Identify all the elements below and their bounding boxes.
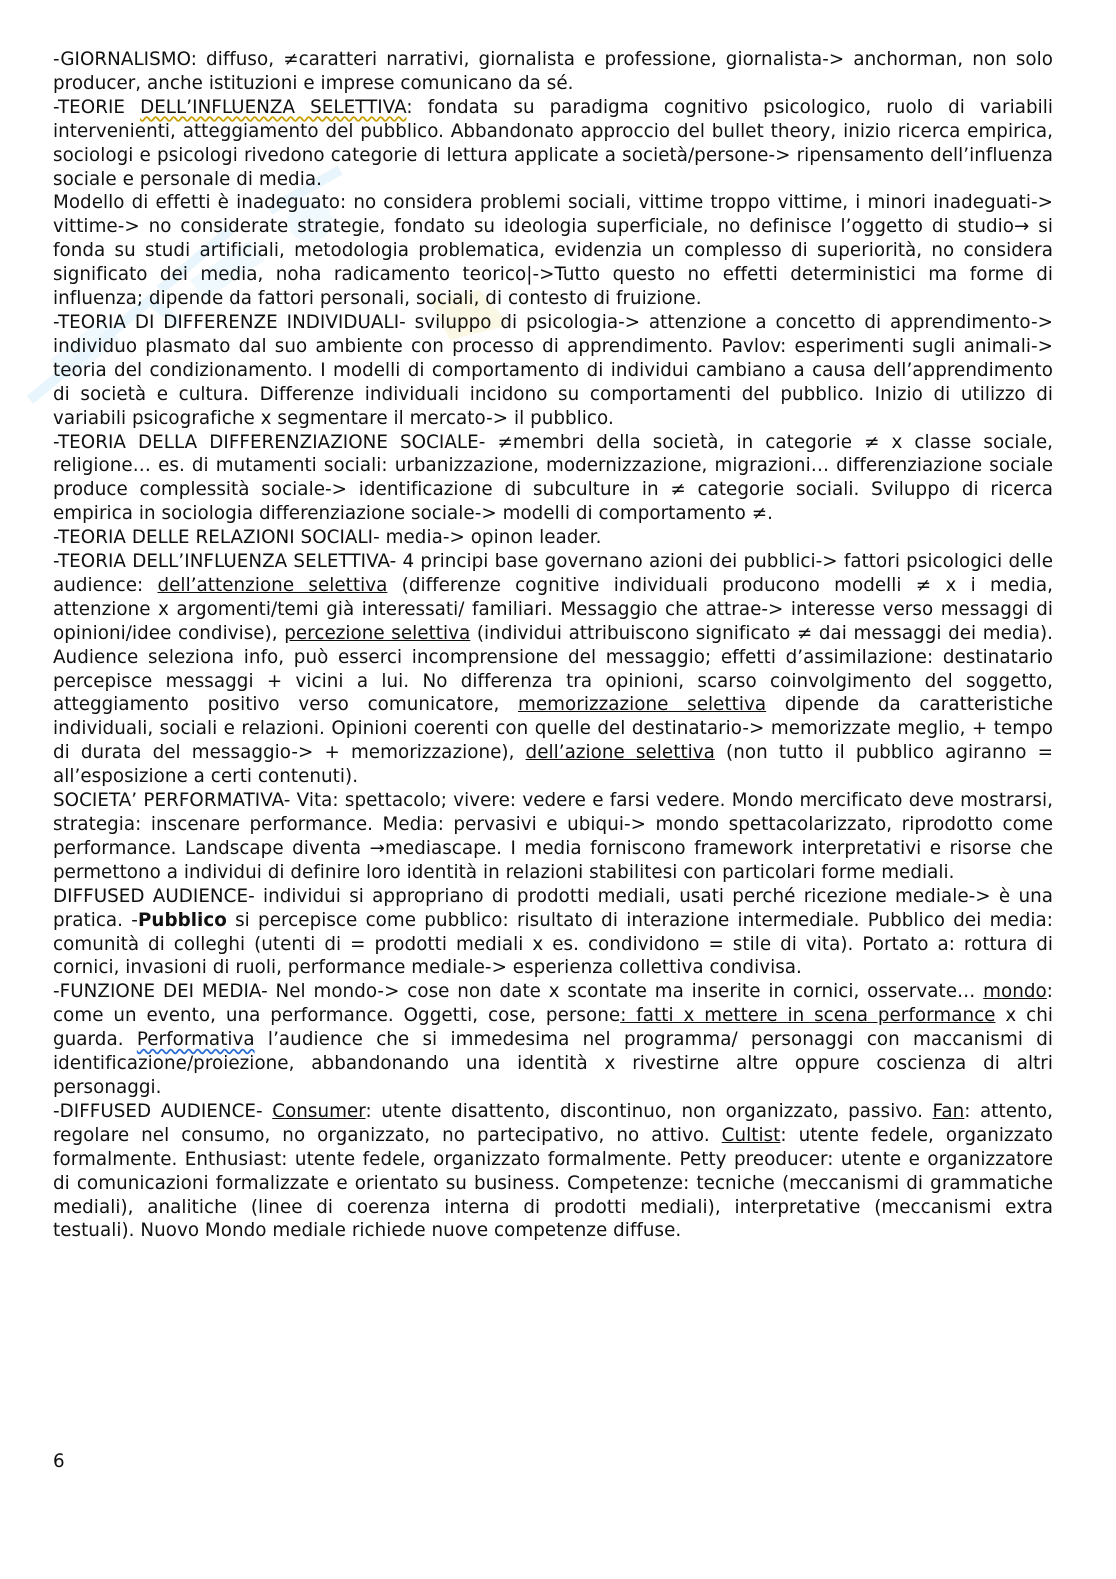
paragraph-societa-performativa: SOCIETA’ PERFORMATIVA- Vita: spettacolo; vivere: vedere e farsi vedere. Mondo mercificato deve mostrarsi, strategia: inscenare performance. Media: pervasivi e ubiqui-> mondo spettacolarizzato, riprodotto come performance. Landscape diventa →mediascape. I media forniscono framework interpretativi e risorse che permettono a individui di definire loro identità in relazioni stabilitesi con particolari forme mediali. bbox=[53, 790, 1053, 883]
page-number: 6 bbox=[53, 1451, 65, 1472]
underlined-term: Fan bbox=[932, 1100, 965, 1122]
underlined-term: percezione selettiva bbox=[284, 622, 471, 644]
paragraph-influenza-selettiva-principi: -TEORIA DELL’INFLUENZA SELETTIVA- 4 principi base governano azioni dei pubblici-> fattori psicologici delle audience: dell’attenzione selettiva (differenze cognitive individuali producono modelli ≠ x i media, attenzione x argomenti/temi già interessati/ familiari. Messaggio che attrae-> interesse verso messaggi di opinioni/idee condivise), percezione selettiva (individui attribuiscono significato ≠ dai messaggi dei media). Audience seleziona info, può esserci incomprensione del messaggio; effetti d’assimilazione: destinatario percepisce messaggi + vicini a lui. No differenza tra opinioni, scarso coinvolgimento del soggetto, atteggiamento positivo verso comunicatore, memorizzazione selettiva dipende da caratteristiche individuali, sociali e relazioni. Opinioni coerenti con quelle del destinatario-> memorizzate meglio, + tempo di durata del messaggio-> + memorizzazione), dell’azione selettiva (non tutto il pubblico agiranno = all’esposizione a certi contenuti). bbox=[53, 551, 1054, 788]
paragraph-differenziazione-sociale: -TEORIA DELLA DIFFERENZIAZIONE SOCIALE- ≠membri della società, in categorie ≠ x classe sociale, religione… es. di mutamenti sociali: urbanizzazione, modernizzazione, migrazioni… differenziazione sociale produce complessità sociale-> identificazione di subculture in ≠ categorie sociali. Sviluppo di ricerca empirica in sociologia differenziazione sociale-> modelli di comportamento ≠. bbox=[53, 431, 1053, 525]
underlined-term: dell’azione selettiva bbox=[525, 742, 715, 764]
underlined-term: Cultist bbox=[721, 1124, 781, 1146]
paragraph-differenze-individuali: -TEORIA DI DIFFERENZE INDIVIDUALI- sviluppo di psicologia-> attenzione a concetto di apprendimento-> individuo plasmato dal suo ambiente con processo di apprendimento. Pavlov: esperimenti sugli animali-> teoria del condizionamento. I modelli di comportamento di individui cambiano a causa dell’apprendimento di società e cultura. Differenze individuali incidono su comportamenti del pubblico. Inizio di utilizzo di variabili psicografiche x segmentare il mercato-> il pubblico. bbox=[53, 311, 1053, 429]
paragraph-relazioni-sociali: -TEORIA DELLE RELAZIONI SOCIALI- media-> opinon leader. bbox=[53, 527, 602, 549]
paragraph-giornalismo: -GIORNALISMO: diffuso, ≠caratteri narrativi, giornalista e professione, giornalista-> anchorman, non solo producer, anche istituzioni e imprese comunicano da sé. bbox=[53, 49, 1053, 94]
paragraph-diffused-audience-tipologie: -DIFFUSED AUDIENCE- Consumer: utente disattento, discontinuo, non organizzato, passivo. Fan: attento, regolare nel consumo, no organizzato, no partecipativo, no attivo. Cultist: utente fedele, organizzato formalmente. Enthusiast: utente fedele, organizzato formalmente. Petty preoducer: utente e organizzatore di comunicazioni formalizzate e orientato su business. Competenze: tecniche (meccanismi di grammatiche mediali), analitiche (linee di coerenza interna di prodotti mediali), interpretative (meccanismi extra testuali). Nuovo Mondo mediale richiede nuove competenze diffuse. bbox=[53, 1100, 1053, 1242]
underlined-term: DELL’INFLUENZA SELETTIVA bbox=[140, 96, 407, 118]
bold-term: Pubblico bbox=[137, 909, 227, 931]
paragraph-modello-effetti: Modello di effetti è inadeguato: no considera problemi sociali, vittime troppo vittime, i minori inadeguati-> vittime-> no considerate strategie, fondato su ideologia superficiale, no definisce l’oggetto di studio→ si fonda su studi artificiali, metodologia problematica, evidenzia un complesso di superiorità, no considera significato dei media, noha radicamento teorico|->Tutto questo no effetti deterministici ma forme di influenza; dipende da fattori personali, sociali, di contesto di fruizione. bbox=[53, 192, 1053, 310]
underlined-term: memorizzazione selettiva bbox=[518, 694, 767, 716]
underlined-term: dell’attenzione selettiva bbox=[157, 574, 388, 596]
paragraph-diffused-audience: DIFFUSED AUDIENCE- individui si appropriano di prodotti mediali, usati perché ricezione mediale-> è una pratica. -Pubblico si percepisce come pubblico: risultato di interazione intermediale. Pubblico dei media: comunità di colleghi (utenti di = prodotti mediali x es. condividono = stile di vita). Portato a: rottura di cornici, invasioni di ruoli, performance mediale-> esperienza collettiva condivisa. bbox=[53, 885, 1053, 979]
underlined-term: Performativa bbox=[136, 1029, 255, 1051]
underlined-term: : fatti x mettere in scena performance bbox=[620, 1005, 996, 1027]
document-body bbox=[53, 48, 1053, 1243]
underlined-term: mondo bbox=[983, 981, 1047, 1003]
paragraph-teorie-influenza-selettiva: -TEORIE DELL’INFLUENZA SELETTIVA: fondata su paradigma cognitivo psicologico, ruolo di variabili intervenienti, atteggiamento del pubblico. Abbandonato approccio del bullet theory, inizio ricerca empirica, sociologi e psicologi rivedono categorie di lettura applicate a società/persone-> ripensamento dell’influenza sociale e personale di media. bbox=[53, 96, 1053, 190]
paragraph-funzione-media: -FUNZIONE DEI MEDIA- Nel mondo-> cose non date x scontate ma inserite in cornici, osservate… mondo: come un evento, una performance. Oggetti, cose, persone: fatti x mettere in scena performance x chi guarda. Performativa l’audience che si immedesima nel programma/ personaggi con maccanismi di identificazione/proiezione, abbandonando una identità x rivestirne altre oppure coscienza di altri personaggi. bbox=[53, 981, 1053, 1098]
underlined-term: Consumer bbox=[272, 1100, 366, 1122]
